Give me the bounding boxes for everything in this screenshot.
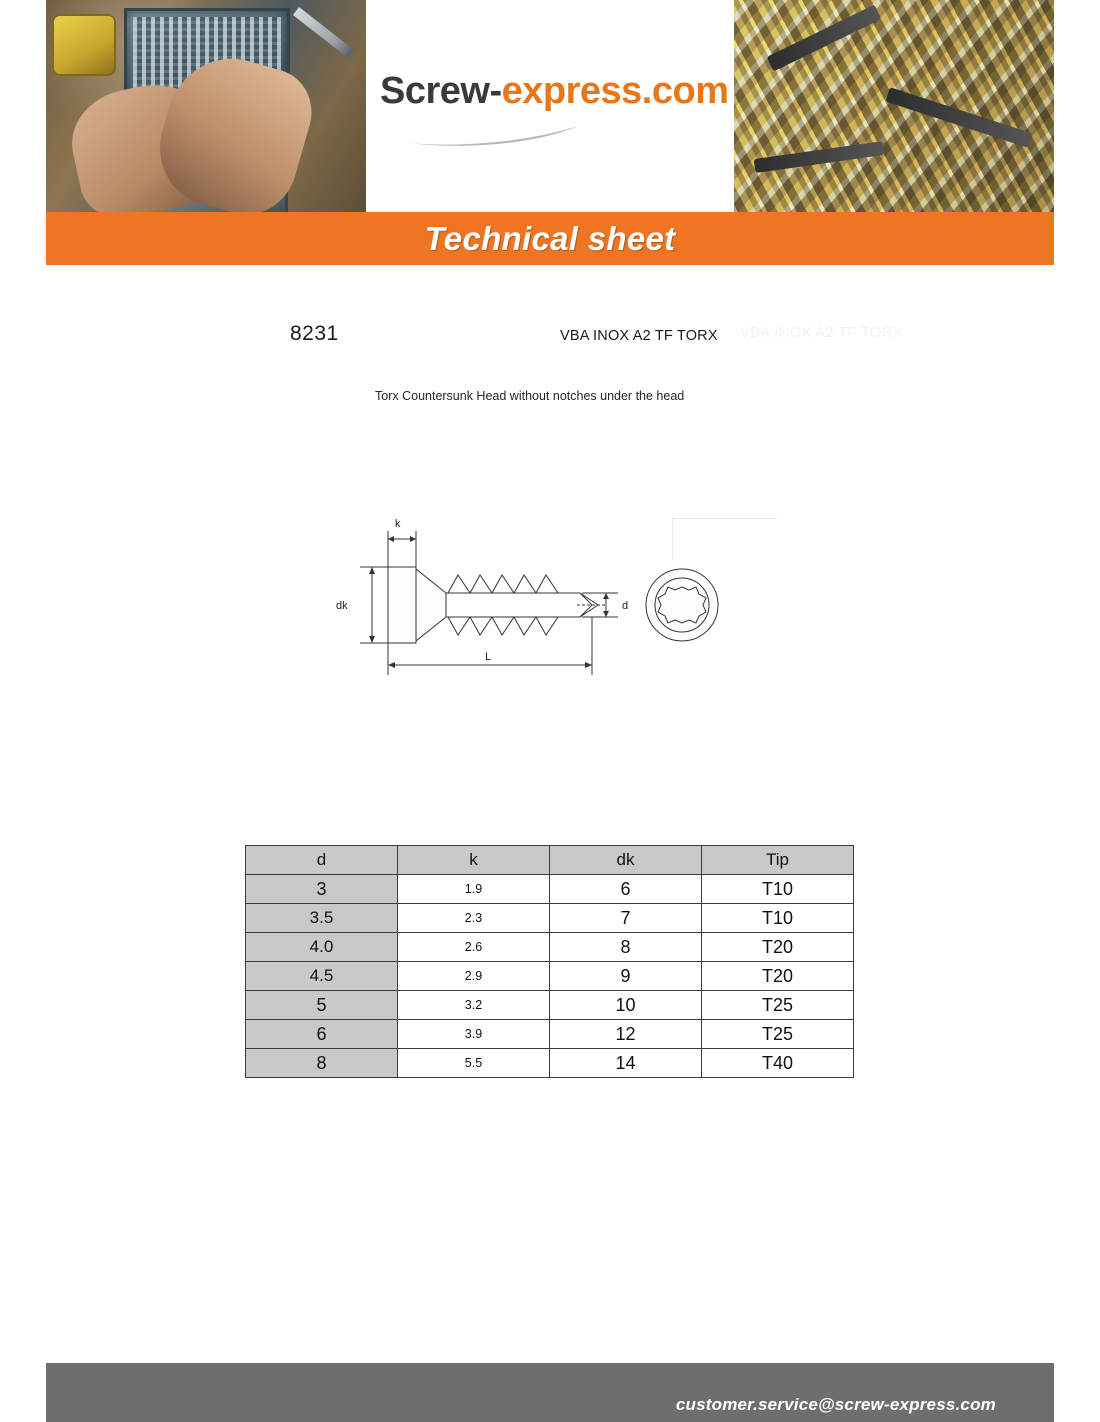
cell-tip: T40: [702, 1049, 854, 1078]
product-name: VBA INOX A2 TF TORX: [560, 328, 718, 344]
column-header-tip: Tip: [702, 846, 854, 875]
cell-d: 4.5: [246, 962, 398, 991]
cell-k: 2.6: [398, 933, 550, 962]
logo-swoosh-icon: [402, 122, 582, 148]
header-banner: [46, 0, 1054, 212]
logo-main-text: Screw: [380, 70, 490, 112]
cell-tip: T20: [702, 962, 854, 991]
cell-k: 2.3: [398, 904, 550, 933]
column-header-d: d: [246, 846, 398, 875]
site-logo: [380, 70, 729, 113]
cell-tip: T10: [702, 875, 854, 904]
cell-dk: 7: [550, 904, 702, 933]
logo-accent-text: express.com: [501, 70, 729, 112]
cell-d: 3: [246, 875, 398, 904]
cell-d: 4.0: [246, 933, 398, 962]
cell-d: 5: [246, 991, 398, 1020]
cell-dk: 14: [550, 1049, 702, 1078]
specifications-table: [245, 845, 854, 1078]
column-header-dk: dk: [550, 846, 702, 875]
drawing-label-L: L: [485, 651, 492, 663]
cell-dk: 12: [550, 1020, 702, 1049]
drawing-label-dk: dk: [336, 600, 348, 612]
drawing-label-d: d: [622, 600, 629, 612]
page-footer: [46, 1363, 1054, 1422]
technical-sheet-banner: [46, 212, 1054, 265]
cell-tip: T20: [702, 933, 854, 962]
logo-separator: -: [489, 70, 502, 112]
cell-dk: 6: [550, 875, 702, 904]
logo-area: [366, 0, 734, 212]
product-name-watermark: VBA INOX A2 TF TORX: [740, 324, 904, 341]
tape-measure-shape: [52, 14, 116, 76]
cell-dk: 8: [550, 933, 702, 962]
cell-dk: 10: [550, 991, 702, 1020]
table-row: [246, 962, 854, 991]
table-header-row: [246, 846, 854, 875]
cell-k: 1.9: [398, 875, 550, 904]
cell-d: 8: [246, 1049, 398, 1078]
drawing-watermark-box: [672, 518, 777, 559]
table-row: [246, 991, 854, 1020]
screws-photo-background: [734, 0, 1054, 212]
product-description: Torx Countersunk Head without notches under the head: [375, 389, 685, 403]
cell-k: 3.9: [398, 1020, 550, 1049]
table-row: [246, 1020, 854, 1049]
table-row: [246, 904, 854, 933]
cell-tip: T10: [702, 904, 854, 933]
customer-service-email[interactable]: customer.service@screw-express.com: [675, 1395, 996, 1414]
page-margin-left: [0, 0, 46, 1422]
cell-tip: T25: [702, 1020, 854, 1049]
table-row: [246, 875, 854, 904]
technical-sheet-title: Technical sheet: [424, 220, 676, 257]
drawing-label-k: k: [395, 518, 401, 530]
product-reference: 8231: [290, 322, 339, 345]
page-margin-right: [1054, 0, 1100, 1422]
workbench-photo: [46, 0, 366, 212]
page-header: [46, 0, 1054, 265]
cell-k: 5.5: [398, 1049, 550, 1078]
column-header-k: k: [398, 846, 550, 875]
cell-d: 6: [246, 1020, 398, 1049]
cell-dk: 9: [550, 962, 702, 991]
cell-k: 2.9: [398, 962, 550, 991]
cell-tip: T25: [702, 991, 854, 1020]
cell-k: 3.2: [398, 991, 550, 1020]
table-row: [246, 1049, 854, 1078]
screws-photo: [734, 0, 1054, 212]
table-row: [246, 933, 854, 962]
cell-d: 3.5: [246, 904, 398, 933]
